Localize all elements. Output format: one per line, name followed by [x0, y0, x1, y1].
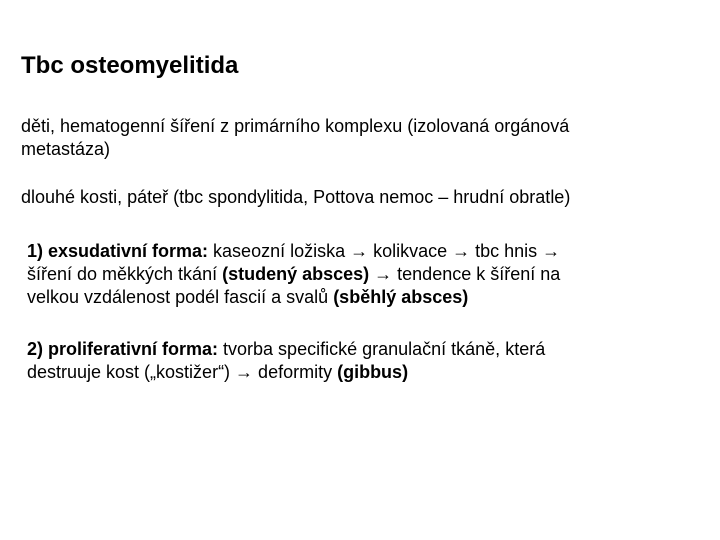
- gibbus-term: (gibbus): [337, 362, 409, 382]
- slide-title: Tbc osteomyelitida: [21, 52, 239, 79]
- paragraph-line: dlouhé kosti, páteř (tbc spondylitida, Pottova nemoc – hrudní obratle): [21, 187, 571, 207]
- migrating-abscess-term: (sběhlý absces): [333, 287, 469, 307]
- proliferative-form-label: 2) proliferativní forma:: [27, 339, 219, 359]
- paragraph-exudative-form: [27, 240, 667, 309]
- paragraph-line: [27, 361, 667, 384]
- text-run: → tendence k šíření na: [369, 264, 561, 284]
- paragraph-line: [27, 338, 667, 361]
- paragraph-line: děti, hematogenní šíření z primárního komplexu (izolovaná orgánová: [21, 116, 570, 136]
- paragraph-long-bones-spine: [21, 186, 681, 209]
- text-run: destruuje kost („kostižer“) → deformity: [27, 362, 338, 382]
- text-run: tvorba specifické granulační tkáně, která: [218, 339, 546, 359]
- paragraph-children-hematogenous: [21, 115, 671, 161]
- cold-abscess-term: (studený absces): [222, 264, 370, 284]
- text-run: šíření do měkkých tkání: [27, 264, 223, 284]
- text-run: kaseozní ložiska → kolikvace → tbc hnis →: [208, 241, 561, 261]
- paragraph-proliferative-form: [27, 338, 667, 384]
- paragraph-line: [27, 240, 667, 263]
- exudative-form-label: 1) exsudativní forma:: [27, 241, 209, 261]
- text-run: velkou vzdálenost podél fascií a svalů: [27, 287, 334, 307]
- paragraph-line: [27, 286, 667, 309]
- paragraph-line: metastáza): [21, 139, 111, 159]
- paragraph-line: [27, 263, 667, 286]
